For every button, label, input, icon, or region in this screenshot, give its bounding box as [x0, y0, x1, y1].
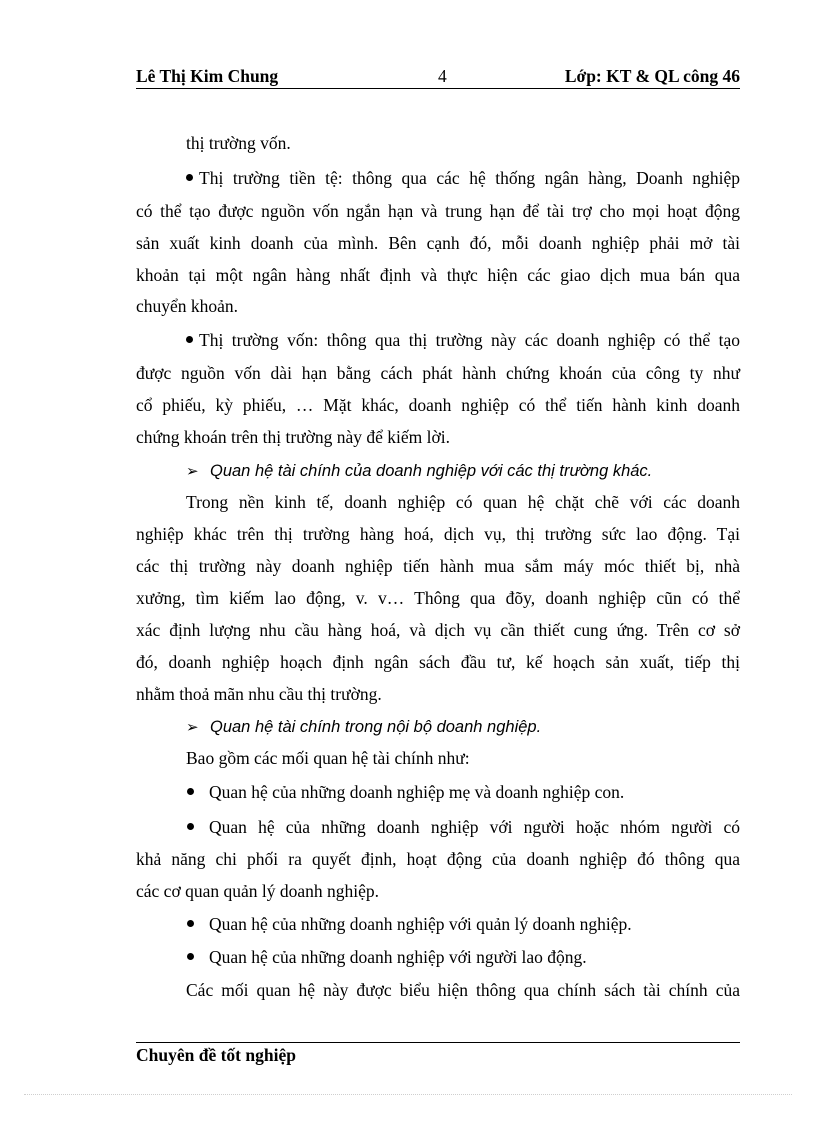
text-line: Thị trường vốn: thông qua thị trường này các doanh nghiệp có thể tạo	[199, 330, 740, 350]
text-line: sản xuất kinh doanh của mình. Bên cạnh đó, mỗi doanh nghiệp phải mở tài	[136, 233, 740, 253]
text-line: nghiệp khác trên thị trường hàng hoá, dịch vụ, thị trường sức lao động. Tại	[136, 524, 740, 544]
class-label: Lớp: KT & QL công 46	[564, 66, 740, 86]
text-line: nhằm thoả mãn nhu cầu thị trường.	[136, 684, 382, 704]
arrow-bullet-icon: ➢	[186, 720, 199, 736]
text-line: các cơ quan quản lý doanh nghiệp.	[136, 881, 379, 901]
text-line: các thị trường này doanh nghiệp tiến hành mua sắm máy móc thiết bị, nhà	[136, 556, 740, 576]
list-item: Quan hệ của những doanh nghiệp với quản lý doanh nghiệp.	[187, 912, 740, 936]
footer-rule	[136, 1042, 740, 1043]
bullet-icon	[187, 823, 194, 830]
text-line: khả năng chi phối ra quyết định, hoạt động của doanh nghiệp đó thông qua	[136, 849, 740, 869]
bullet-line	[186, 328, 740, 352]
bullet-icon	[187, 788, 194, 795]
bullet-line	[186, 166, 740, 190]
text-line: Trong nền kinh tế, doanh nghiệp có quan hệ chặt chẽ với các doanh	[186, 492, 740, 512]
text-line: xác định lượng nhu cầu hàng hoá, và dịch vụ cần thiết cung ứng. Trên cơ sở	[136, 620, 740, 640]
text-line: cổ phiếu, kỳ phiếu, … Mặt khác, doanh nghiệp có thể tiến hành kinh doanh	[136, 395, 740, 415]
text-line: khoản tại một ngân hàng nhất định và thực hiện các giao dịch mua bán qua	[136, 265, 740, 285]
text-line: Các mối quan hệ này được biểu hiện thông qua chính sách tài chính của	[186, 980, 740, 1000]
page-footer: Chuyên đề tốt nghiệp	[136, 1045, 296, 1065]
text-line: đó, doanh nghiệp hoạch định ngân sách đầu tư, kế hoạch sản xuất, tiếp thị	[136, 652, 740, 672]
bullet-icon	[187, 953, 194, 960]
text-line: Thị trường tiền tệ: thông qua các hệ thống ngân hàng, Doanh nghiệp	[199, 168, 740, 188]
list-item: Quan hệ của những doanh nghiệp với người lao động.	[187, 945, 740, 969]
bullet-icon	[187, 920, 194, 927]
text-line: có thể tạo được nguồn vốn ngắn hạn và trung hạn để tài trợ cho mọi hoạt động	[136, 201, 740, 221]
section-heading: ➢ Quan hệ tài chính của doanh nghiệp với các thị trường khác.	[186, 458, 740, 482]
text-line: chứng khoán trên thị trường này để kiếm lời.	[136, 427, 451, 447]
bullet-icon	[186, 336, 193, 343]
list-item: Quan hệ của những doanh nghiệp mẹ và doanh nghiệp con.	[187, 780, 740, 804]
page-edge-divider	[24, 1094, 792, 1095]
page-header	[136, 64, 740, 89]
list-item: Quan hệ của những doanh nghiệp với người hoặc nhóm người có	[187, 815, 740, 839]
page-number: 4	[438, 66, 447, 86]
text-line: chuyển khoản.	[136, 296, 239, 316]
arrow-bullet-icon: ➢	[186, 464, 199, 480]
text-line: thị trường vốn.	[186, 133, 291, 153]
bullet-icon	[186, 174, 193, 181]
text-line: xưởng, tìm kiếm lao động, v. v… Thông qua đõy, doanh nghiệp cũn có thể	[136, 588, 740, 608]
section-heading: ➢ Quan hệ tài chính trong nội bộ doanh nghiệp.	[186, 714, 740, 738]
author-name: Lê Thị Kim Chung	[136, 66, 279, 86]
text-line: được nguồn vốn dài hạn bằng cách phát hành chứng khoán của công ty như	[136, 363, 740, 383]
text-line: Bao gồm các mối quan hệ tài chính như:	[186, 748, 470, 768]
